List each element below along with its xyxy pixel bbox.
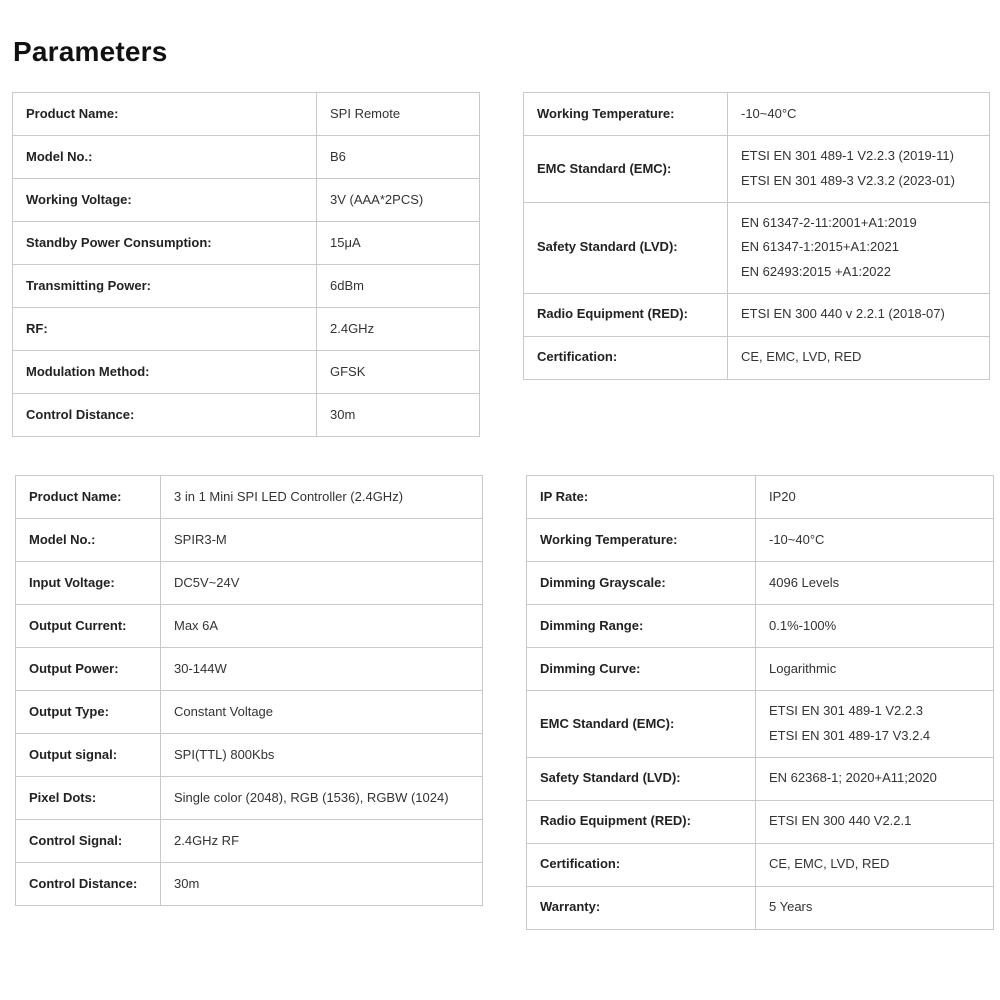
spec-label: Modulation Method: bbox=[13, 351, 317, 394]
spec-value-line: CE, EMC, LVD, RED bbox=[741, 349, 862, 365]
spec-label: Standby Power Consumption: bbox=[13, 222, 317, 265]
spec-label: Product Name: bbox=[16, 476, 161, 519]
table-row bbox=[16, 605, 483, 648]
spec-label: Working Temperature: bbox=[527, 519, 756, 562]
spec-value bbox=[317, 351, 480, 394]
spec-table-remote bbox=[12, 92, 480, 437]
table-row bbox=[524, 202, 990, 293]
table-row bbox=[527, 757, 994, 800]
spec-value-line: IP20 bbox=[769, 488, 796, 504]
spec-table-controller-standards bbox=[526, 475, 994, 930]
spec-label: RF: bbox=[13, 308, 317, 351]
spec-label: Output Type: bbox=[16, 691, 161, 734]
spec-label: Working Temperature: bbox=[524, 93, 728, 136]
table-row bbox=[13, 179, 480, 222]
spec-value-line: 2.4GHz bbox=[330, 320, 375, 336]
spec-value bbox=[317, 394, 480, 437]
spec-value bbox=[317, 93, 480, 136]
spec-value bbox=[161, 476, 483, 519]
spec-value bbox=[317, 222, 480, 265]
spec-value bbox=[728, 336, 990, 379]
spec-value-line: Constant Voltage bbox=[174, 703, 274, 719]
spec-value bbox=[756, 605, 994, 648]
spec-label: Certification: bbox=[527, 843, 756, 886]
spec-value-line: 5 Years bbox=[769, 899, 813, 915]
spec-value-line: 4096 Levels bbox=[769, 574, 840, 590]
table-row bbox=[524, 293, 990, 336]
spec-value bbox=[161, 863, 483, 906]
table-row bbox=[16, 691, 483, 734]
spec-value-line: 15μA bbox=[330, 234, 361, 250]
spec-value-line: EN 62368-1; 2020+A11;2020 bbox=[769, 770, 937, 786]
spec-label: Product Name: bbox=[13, 93, 317, 136]
spec-value-line: EN 61347-1:2015+A1:2021 bbox=[741, 239, 899, 255]
table-row bbox=[527, 562, 994, 605]
table-row bbox=[13, 265, 480, 308]
table-row bbox=[13, 222, 480, 265]
table-row bbox=[524, 336, 990, 379]
spec-value bbox=[756, 562, 994, 605]
table-row bbox=[527, 519, 994, 562]
spec-value-line: EN 62493:2015 +A1:2022 bbox=[741, 263, 891, 279]
spec-value bbox=[317, 308, 480, 351]
spec-label: Model No.: bbox=[16, 519, 161, 562]
spec-label: Transmitting Power: bbox=[13, 265, 317, 308]
spec-value-line: SPI(TTL) 800Kbs bbox=[174, 746, 275, 762]
spec-value-line: 2.4GHz RF bbox=[174, 832, 240, 848]
spec-value-line: ETSI EN 301 489-1 V2.2.3 (2019-11) bbox=[741, 148, 954, 164]
spec-value-line: B6 bbox=[330, 148, 346, 164]
table-row bbox=[524, 93, 990, 136]
spec-value-line: 3 in 1 Mini SPI LED Controller (2.4GHz) bbox=[174, 488, 404, 504]
spec-value bbox=[756, 691, 994, 758]
spec-value bbox=[756, 886, 994, 929]
spec-value-line: GFSK bbox=[330, 363, 366, 379]
spec-label: Radio Equipment (RED): bbox=[524, 293, 728, 336]
table-row bbox=[16, 476, 483, 519]
spec-value-line: CE, EMC, LVD, RED bbox=[769, 856, 890, 872]
spec-label: Control Signal: bbox=[16, 820, 161, 863]
spec-value-line: ETSI EN 300 440 v 2.2.1 (2018-07) bbox=[741, 306, 945, 322]
spec-value bbox=[161, 820, 483, 863]
spec-value-line: 30m bbox=[174, 875, 200, 891]
table-row bbox=[527, 648, 994, 691]
spec-value-line: EN 61347-2-11:2001+A1:2019 bbox=[741, 214, 917, 230]
spec-value-line: ETSI EN 301 489-3 V2.3.2 (2023-01) bbox=[741, 172, 955, 188]
spec-label: Model No.: bbox=[13, 136, 317, 179]
table-row bbox=[16, 734, 483, 777]
spec-label: Safety Standard (LVD): bbox=[524, 202, 728, 293]
table-row bbox=[16, 648, 483, 691]
spec-value-line: Max 6A bbox=[174, 617, 219, 633]
spec-label: Output signal: bbox=[16, 734, 161, 777]
table-row bbox=[16, 777, 483, 820]
spec-value bbox=[756, 843, 994, 886]
spec-value-line: DC5V~24V bbox=[174, 574, 240, 590]
spec-label: Output Power: bbox=[16, 648, 161, 691]
spec-table-remote-standards bbox=[523, 92, 990, 380]
spec-value bbox=[728, 202, 990, 293]
table-row bbox=[13, 308, 480, 351]
table-row bbox=[13, 136, 480, 179]
spec-table-controller bbox=[15, 475, 483, 906]
table-row bbox=[527, 843, 994, 886]
spec-value-line: Single color (2048), RGB (1536), RGBW (1024) bbox=[174, 789, 449, 805]
spec-value bbox=[317, 265, 480, 308]
table-row bbox=[16, 519, 483, 562]
table-row bbox=[527, 800, 994, 843]
spec-value bbox=[161, 777, 483, 820]
spec-value-line: ETSI EN 301 489-17 V3.2.4 bbox=[769, 727, 931, 743]
spec-value-line: Logarithmic bbox=[769, 660, 837, 676]
spec-value bbox=[161, 605, 483, 648]
spec-value bbox=[161, 734, 483, 777]
spec-value-line: 0.1%-100% bbox=[769, 617, 837, 633]
table-row bbox=[527, 476, 994, 519]
spec-value bbox=[728, 93, 990, 136]
spec-label: EMC Standard (EMC): bbox=[524, 136, 728, 203]
spec-label: Dimming Curve: bbox=[527, 648, 756, 691]
spec-value-line: ETSI EN 301 489-1 V2.2.3 bbox=[769, 703, 923, 719]
spec-label: Dimming Range: bbox=[527, 605, 756, 648]
table-row bbox=[524, 136, 990, 203]
spec-value bbox=[756, 519, 994, 562]
spec-label: EMC Standard (EMC): bbox=[527, 691, 756, 758]
spec-value bbox=[161, 519, 483, 562]
table-row bbox=[13, 351, 480, 394]
table-row bbox=[527, 691, 994, 758]
spec-label: Radio Equipment (RED): bbox=[527, 800, 756, 843]
table-row bbox=[13, 93, 480, 136]
spec-value-line: 30-144W bbox=[174, 660, 227, 676]
spec-value-line: SPIR3-M bbox=[174, 531, 227, 547]
table-row bbox=[527, 886, 994, 929]
spec-value bbox=[161, 648, 483, 691]
page-title: Parameters bbox=[13, 36, 168, 67]
spec-value-line: -10~40°C bbox=[769, 531, 825, 547]
spec-value-line: SPI Remote bbox=[330, 105, 401, 121]
spec-value bbox=[728, 293, 990, 336]
spec-value bbox=[756, 800, 994, 843]
spec-label: Working Voltage: bbox=[13, 179, 317, 222]
spec-value bbox=[317, 136, 480, 179]
spec-value-line: -10~40°C bbox=[741, 105, 797, 121]
spec-label: Certification: bbox=[524, 336, 728, 379]
spec-value bbox=[161, 562, 483, 605]
spec-value bbox=[756, 476, 994, 519]
spec-value-line: 30m bbox=[330, 406, 356, 422]
spec-value-line: 6dBm bbox=[330, 277, 364, 293]
spec-label: Input Voltage: bbox=[16, 562, 161, 605]
spec-label: IP Rate: bbox=[527, 476, 756, 519]
table-row bbox=[16, 863, 483, 906]
spec-label: Safety Standard (LVD): bbox=[527, 757, 756, 800]
spec-value bbox=[728, 136, 990, 203]
table-row bbox=[13, 394, 480, 437]
table-row bbox=[16, 562, 483, 605]
spec-value bbox=[317, 179, 480, 222]
table-row bbox=[527, 605, 994, 648]
spec-label: Control Distance: bbox=[13, 394, 317, 437]
spec-value bbox=[756, 648, 994, 691]
spec-label: Warranty: bbox=[527, 886, 756, 929]
spec-label: Pixel Dots: bbox=[16, 777, 161, 820]
spec-value bbox=[756, 757, 994, 800]
spec-label: Output Current: bbox=[16, 605, 161, 648]
spec-value-line: ETSI EN 300 440 V2.2.1 bbox=[769, 813, 912, 829]
table-row bbox=[16, 820, 483, 863]
spec-label: Dimming Grayscale: bbox=[527, 562, 756, 605]
spec-value bbox=[161, 691, 483, 734]
spec-value-line: 3V (AAA*2PCS) bbox=[330, 191, 424, 207]
spec-label: Control Distance: bbox=[16, 863, 161, 906]
